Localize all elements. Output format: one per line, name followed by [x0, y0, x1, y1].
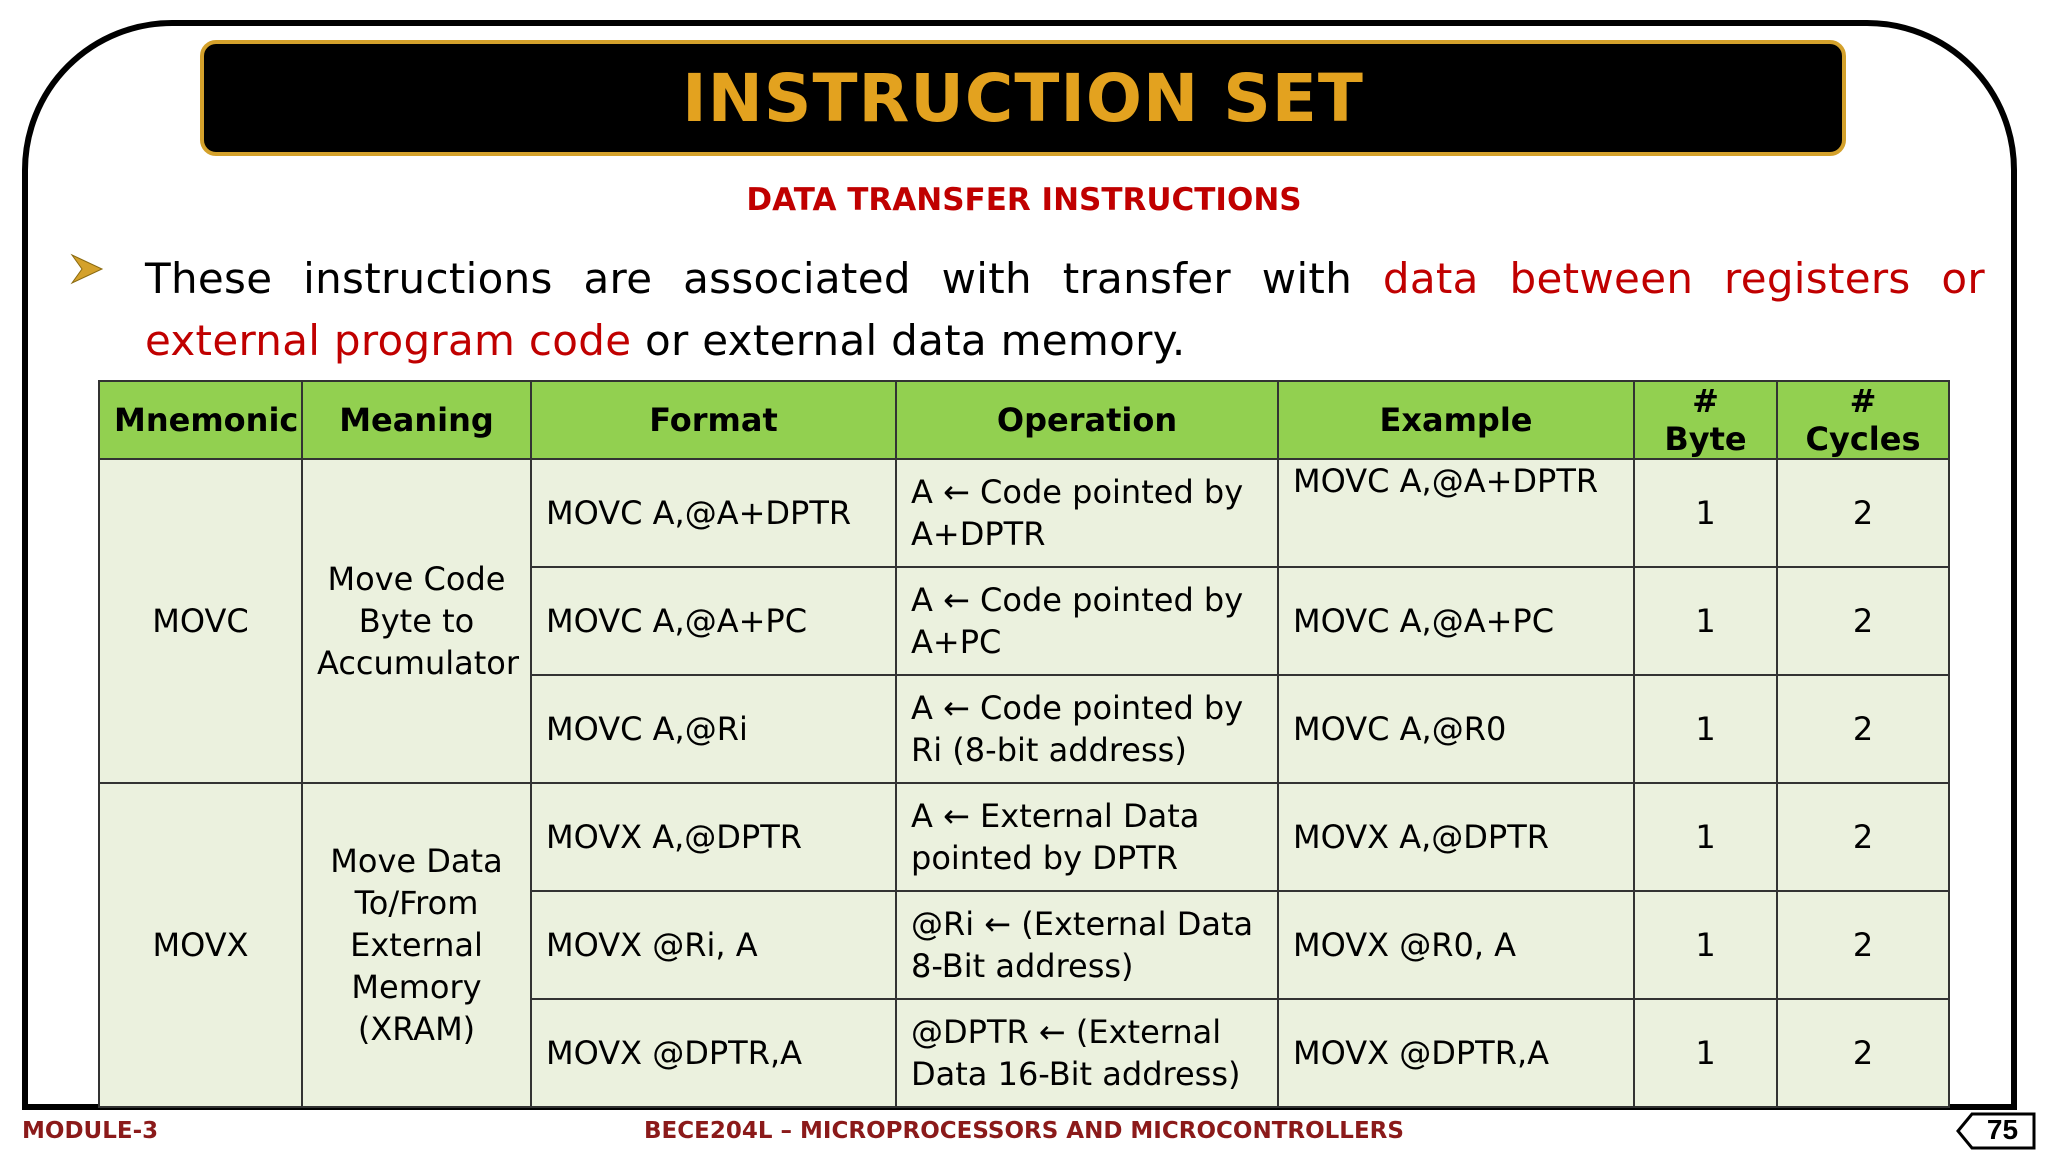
arrow-bullet-icon: [70, 252, 104, 286]
bullet-text-part1: These instructions are associated with transfer with: [145, 254, 1383, 303]
header-format: Format: [531, 381, 896, 459]
operation-cell: A ← Code pointed by A+PC: [896, 567, 1278, 675]
table-header-row: [99, 381, 1949, 459]
header-meaning: Meaning: [302, 381, 531, 459]
example-cell: MOVC A,@R0: [1278, 675, 1634, 783]
cycles-cell: 2: [1777, 891, 1949, 999]
operation-cell: A ← Code pointed by A+DPTR: [896, 459, 1278, 567]
cycles-cell: 2: [1777, 999, 1949, 1107]
operation-cell: A ← Code pointed by Ri (8-bit address): [896, 675, 1278, 783]
byte-cell: 1: [1634, 567, 1777, 675]
byte-cell: 1: [1634, 783, 1777, 891]
cycles-cell: 2: [1777, 459, 1949, 567]
example-cell: MOVX @DPTR,A: [1278, 999, 1634, 1107]
byte-cell: 1: [1634, 891, 1777, 999]
example-cell: MOVX A,@DPTR: [1278, 783, 1634, 891]
operation-cell: @DPTR ← (External Data 16-Bit address): [896, 999, 1278, 1107]
bullet-text-highlight: data between registers or external program code: [145, 254, 1985, 365]
format-cell: MOVC A,@A+PC: [531, 567, 896, 675]
operation-cell: @Ri ← (External Data 8-Bit address): [896, 891, 1278, 999]
header-byte: # Byte: [1634, 381, 1777, 459]
cycles-cell: 2: [1777, 783, 1949, 891]
header-mnemonic: Mnemonic: [99, 381, 302, 459]
meaning-cell: Move Data To/From External Memory (XRAM): [302, 783, 531, 1107]
header-example: Example: [1278, 381, 1634, 459]
table-row: [99, 783, 1949, 891]
byte-cell: 1: [1634, 459, 1777, 567]
format-cell: MOVC A,@A+DPTR: [531, 459, 896, 567]
bullet-text-part2: or external data memory.: [631, 316, 1186, 365]
title-bar: [200, 40, 1846, 156]
header-cycles: # Cycles: [1777, 381, 1949, 459]
byte-cell: 1: [1634, 675, 1777, 783]
header-operation: Operation: [896, 381, 1278, 459]
instruction-table: [98, 380, 1950, 1108]
example-cell: MOVC A,@A+DPTR: [1278, 459, 1634, 567]
cycles-cell: 2: [1777, 567, 1949, 675]
example-cell: MOVC A,@A+PC: [1278, 567, 1634, 675]
page-number: 75: [1986, 1114, 2019, 1145]
mnemonic-cell: MOVX: [99, 783, 302, 1107]
meaning-cell: Move Code Byte to Accumulator: [302, 459, 531, 783]
format-cell: MOVX @Ri, A: [531, 891, 896, 999]
format-cell: MOVX A,@DPTR: [531, 783, 896, 891]
example-cell: MOVX @R0, A: [1278, 891, 1634, 999]
slide-subtitle: DATA TRANSFER INSTRUCTIONS: [746, 182, 1302, 218]
bullet-text: [145, 248, 1985, 372]
cycles-cell: 2: [1777, 675, 1949, 783]
format-cell: MOVX @DPTR,A: [531, 999, 896, 1107]
byte-cell: 1: [1634, 999, 1777, 1107]
mnemonic-cell: MOVC: [99, 459, 302, 783]
format-cell: MOVC A,@Ri: [531, 675, 896, 783]
table-row: [99, 459, 1949, 567]
footer-module: MODULE-3: [22, 1118, 159, 1144]
footer-course: BECE204L – MICROPROCESSORS AND MICROCONTROLLERS: [644, 1118, 1404, 1144]
operation-cell: A ← External Data pointed by DPTR: [896, 783, 1278, 891]
slide-title: INSTRUCTION SET: [682, 59, 1364, 137]
